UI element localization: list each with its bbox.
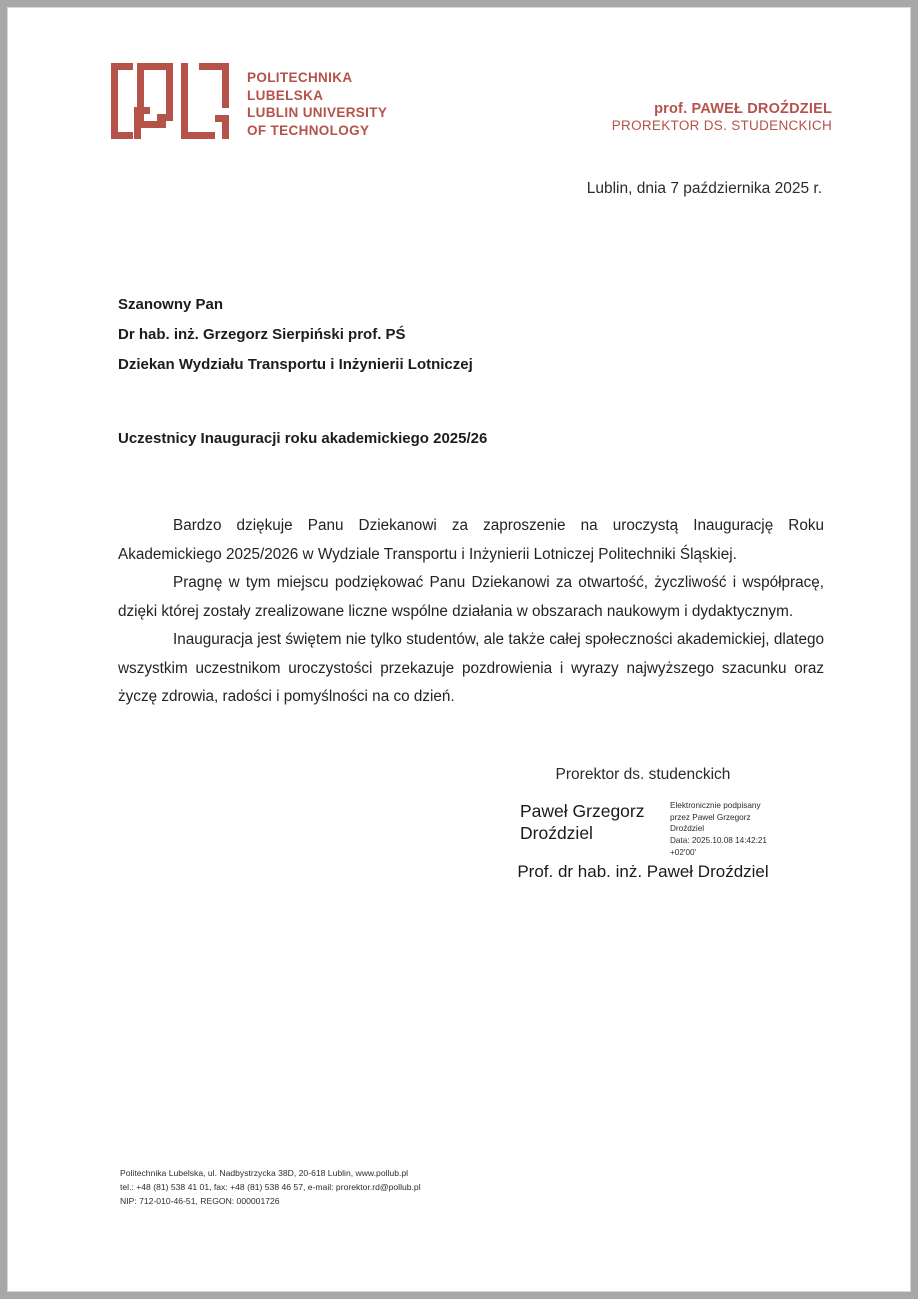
logo-line-1: POLITECHNIKA <box>247 70 353 85</box>
signature-meta-line-4: Data: 2025.10.08 14:42:21 <box>670 835 767 845</box>
officer-block <box>612 100 832 135</box>
signature-stamp-name-line-2: Droździel <box>520 823 593 844</box>
letterhead <box>8 8 910 158</box>
letter-body <box>118 512 824 712</box>
signature-meta-line-1: Elektronicznie podpisany <box>670 801 761 810</box>
logo-line-3: LUBLIN UNIVERSITY <box>247 105 388 121</box>
signature-role: Prorektor ds. studenckich <box>555 766 731 783</box>
footer-line-contact: tel.: +48 (81) 538 41 01, fax: +48 (81) 538 46 57, e-mail: prorektor.rd@pollub.pl <box>120 1182 421 1193</box>
signature-final-name: Prof. dr hab. inż. Paweł Droździel <box>517 862 769 881</box>
digital-signature-stamp <box>478 800 808 856</box>
logo-line-4: OF TECHNOLOGY <box>247 122 370 138</box>
subject-line: Uczestnicy Inauguracji roku akademickiego 2025/26 <box>118 430 488 447</box>
university-logo <box>111 63 387 139</box>
signature-meta-line-2: przez Pawel Grzegorz <box>670 812 751 822</box>
signature-stamp-name-line-1: Paweł Grzegorz <box>520 801 645 821</box>
document-page <box>8 8 910 1291</box>
officer-role: PROREKTOR DS. STUDENCKICH <box>611 118 832 134</box>
body-paragraph-1: Bardzo dziękuje Panu Dziekanowi za zaproszenie na uroczystą Inaugurację Roku Akademickiego 2025/2026 w Wydziale Transportu i Inżynierii Lotniczej Politechniki Śląskiej. <box>118 517 824 563</box>
addressee-block <box>118 290 473 380</box>
officer-name: prof. PAWEŁ DROŹDZIEL <box>654 101 832 117</box>
body-paragraph-2: Pragnę w tym miejscu podziękować Panu Dziekanowi za otwartość, życzliwość i współpracę, dzięki której zostały zrealizowane liczne wspólne działania w obszarach naukowym i dydaktycznym. <box>118 574 824 620</box>
date-line: Lublin, dnia 7 października 2025 r. <box>586 180 822 197</box>
body-paragraph-3: Inauguracja jest świętem nie tylko studentów, ale także całej społeczności akademickiej, dlatego wszystkim uczestnikom uroczystości przekazuje pozdrowienia i wyrazy najwyższego szacunku oraz życzę zdrowia, radości i pomyślności na co dzień. <box>118 631 824 705</box>
logo-line-2: LUBELSKA <box>247 87 324 103</box>
signature-block <box>478 766 808 882</box>
addressee-name: Dr hab. inż. Grzegorz Sierpiński prof. PŚ <box>118 326 406 343</box>
footer-line-registration: NIP: 712-010-46-51, REGON: 000001726 <box>120 1196 280 1207</box>
signature-stamp-name <box>520 800 665 845</box>
signature-meta-line-5: +02'00' <box>670 847 697 857</box>
pl-monogram-logo-icon <box>111 63 233 139</box>
signature-stamp-meta <box>670 800 805 858</box>
addressee-title: Dziekan Wydziału Transportu i Inżynierii Lotniczej <box>118 356 473 373</box>
addressee-salutation: Szanowny Pan <box>118 296 224 313</box>
page-footer <box>120 1167 421 1209</box>
signature-meta-line-3: Droździel <box>670 824 705 834</box>
university-name-block <box>247 63 387 139</box>
footer-line-address: Politechnika Lubelska, ul. Nadbystrzycka 38D, 20-618 Lublin, www.pollub.pl <box>120 1168 409 1179</box>
